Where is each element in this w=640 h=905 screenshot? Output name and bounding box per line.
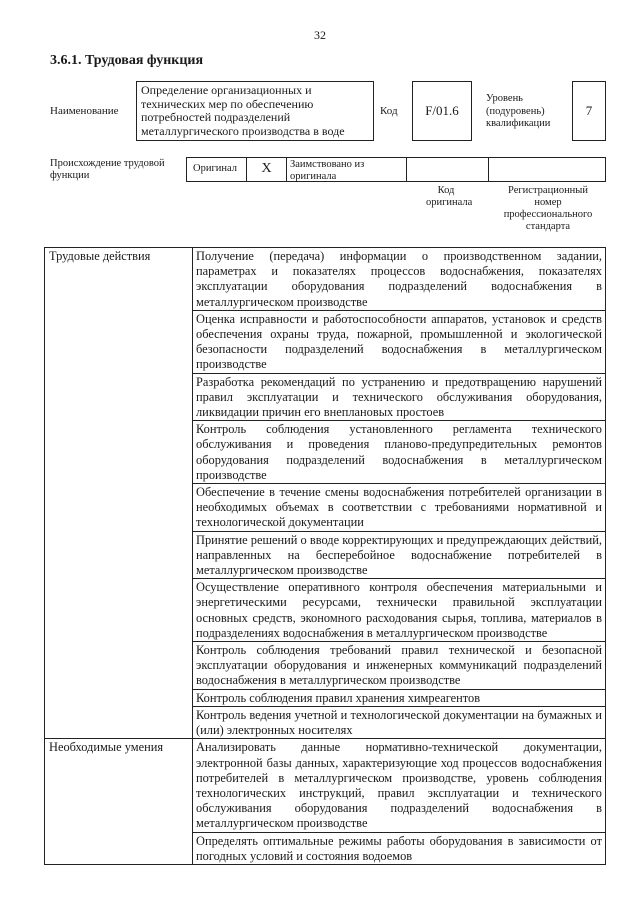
table-cell: Контроль соблюдения установленного регламента технического обслуживания и проведения планово-предупредительных ремонтов оборудования подразделений водоснабжения в металлургическом производстве xyxy=(193,421,606,484)
section-title: 3.6.1. Трудовая функция xyxy=(50,53,204,68)
table-cell: Обеспечение в течение смены водоснабжения потребителей организации в необходимых объемах в соответствии с требованиями нормативной и технологической документации xyxy=(193,484,606,532)
table-cell: Контроль соблюдения требований правил технической и безопасной эксплуатации оборудования и инженерных коммуникаций подразделений водоснабжения в металлургическом производстве xyxy=(193,642,606,690)
borrowed-label: Заимствовано из оригинала xyxy=(287,158,407,181)
original-code-cell xyxy=(407,158,489,181)
table-cell: Анализировать данные нормативно-технической документации, электронной базы данных, характеризующие ход процессов водоснабжения потребителей в металлургическом производстве, уровень соблюдения технологических инструкций, правил эксплуатации и технического обслуживания оборудования подразделений водоснабжения в металлургическом производстве xyxy=(193,739,606,832)
origin-label: Происхождение трудовой функции xyxy=(50,158,165,181)
reg-number-caption: Регистрационный номер профессионального стандарта xyxy=(503,185,593,232)
level-label: Уровень (подуровень) квалификации xyxy=(486,93,551,129)
page-number: 32 xyxy=(314,28,326,42)
section-label: Необходимые умения xyxy=(45,739,193,865)
code-value: F/01.6 xyxy=(412,81,472,141)
original-code-caption: Код оригинала xyxy=(426,185,473,208)
origin-row xyxy=(186,157,606,182)
table-cell: Оценка исправности и работоспособности аппаратов, установок и средств обеспечения охраны труда, пожарной, промышленной и экологической безопасности подразделений водоснабжения в металлургическом производстве xyxy=(193,310,606,373)
reg-number-cell xyxy=(489,158,605,181)
name-label: Наименование xyxy=(50,105,119,117)
original-mark: X xyxy=(247,158,287,181)
table-cell: Определять оптимальные режимы работы оборудования в зависимости от погодных условий и состояния водоемов xyxy=(193,832,606,864)
level-value: 7 xyxy=(572,81,606,141)
name-value: Определение организационных и технических мер по обеспечению потребностей подразделений металлургического производства в воде xyxy=(136,81,374,141)
table-cell: Контроль соблюдения правил хранения химреагентов xyxy=(193,689,606,706)
function-table xyxy=(44,247,606,865)
table-cell: Осуществление оперативного контроля обеспечения материальными и энергетическими ресурсами, технически правильной эксплуатации основных средств, экономного расходования сырья, топлива, материалов в подразделениях водоснабжения в металлургическом производстве xyxy=(193,579,606,642)
table-cell: Принятие решений о вводе корректирующих и предупреждающих действий, направленных на бесперебойное водоснабжение потребителей в металлургическом производстве xyxy=(193,531,606,579)
table-row xyxy=(45,739,606,832)
section-label: Трудовые действия xyxy=(45,248,193,739)
table-row xyxy=(45,248,606,311)
table-cell: Контроль ведения учетной и технологической документации на бумажных и (или) электронных носителях xyxy=(193,706,606,738)
table-cell: Разработка рекомендаций по устранению и предотвращению нарушений правил эксплуатации и технического обслуживания оборудования, ликвидации причин его внеплановых простоев xyxy=(193,373,606,421)
original-label: Оригинал xyxy=(187,158,247,181)
code-label: Код xyxy=(380,105,398,117)
table-cell: Получение (передача) информации о производственном задании, параметрах и показателях процессов водоснабжения, показателях эксплуатации оборудования подразделений водоснабжения в металлургическом производстве xyxy=(193,248,606,311)
